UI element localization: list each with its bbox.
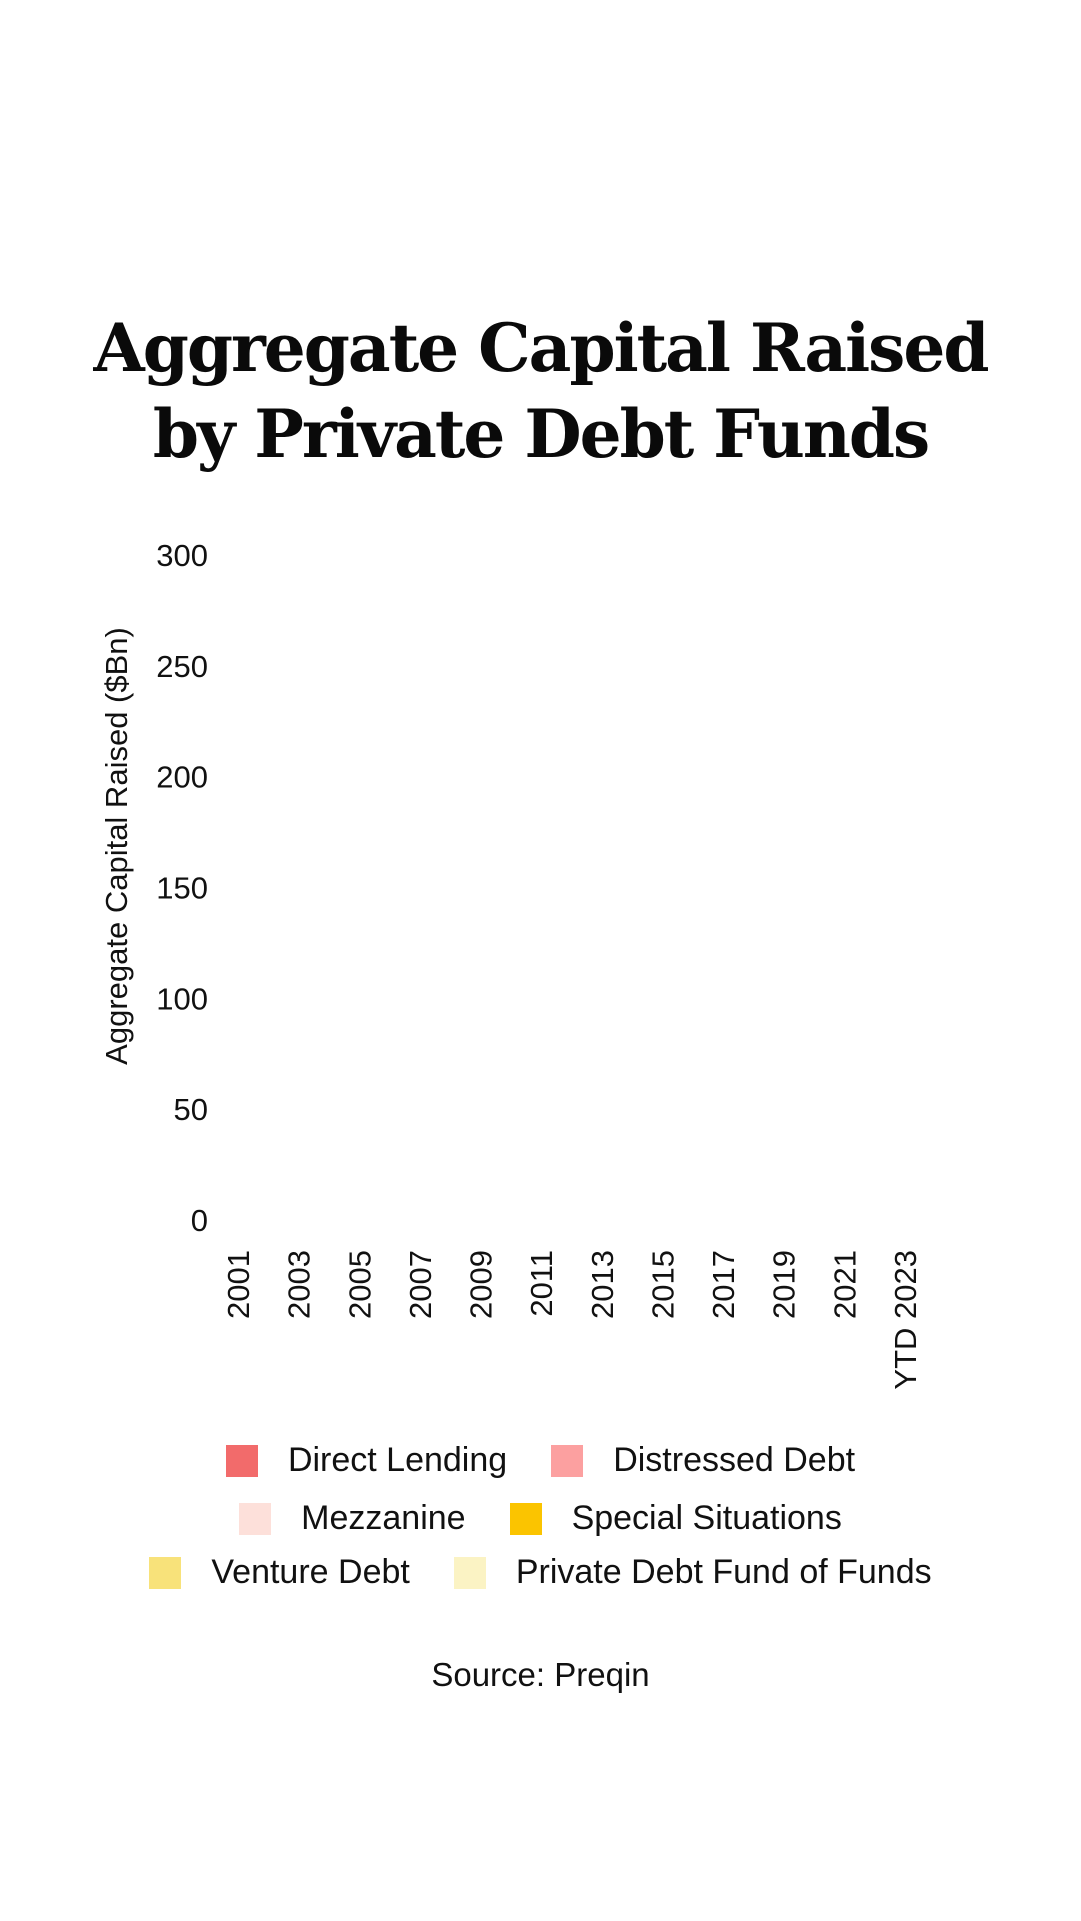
y-tick-label: 200: [156, 759, 208, 795]
x-tick-label: 2017: [706, 1250, 742, 1319]
legend-label: Distressed Debt: [613, 1441, 856, 1479]
legend-swatch-venture-debt: [149, 1557, 181, 1589]
y-tick-label: 50: [173, 1092, 208, 1128]
y-axis: [156, 538, 208, 1238]
legend-item-mezzanine[interactable]: [239, 1499, 465, 1538]
legend-label: Special Situations: [571, 1499, 842, 1537]
x-tick-label: 2003: [281, 1250, 317, 1319]
chart-title-line-1: Aggregate Capital Raised: [93, 309, 988, 387]
legend-row-1: [0, 1441, 1081, 1480]
legend-item-private-debt-fund-of-funds[interactable]: [454, 1553, 932, 1592]
x-tick-label: YTD 2023: [888, 1250, 923, 1390]
x-tick-label: 2021: [827, 1250, 863, 1319]
legend-swatch-special-situations: [510, 1503, 542, 1535]
x-tick-label: 2007: [402, 1250, 438, 1319]
legend-swatch-mezzanine: [239, 1503, 271, 1535]
x-tick-label: 2009: [463, 1250, 499, 1319]
legend-item-direct-lending[interactable]: [226, 1441, 507, 1480]
legend-item-venture-debt[interactable]: [149, 1553, 409, 1592]
legend-label: Direct Lending: [287, 1441, 508, 1479]
legend-item-special-situations[interactable]: [510, 1499, 842, 1538]
chart-title-line-2: by Private Debt Funds: [152, 395, 929, 473]
y-tick-label: 300: [156, 538, 208, 573]
y-tick-label: 250: [156, 648, 208, 684]
x-tick-label: 2005: [342, 1250, 378, 1319]
legend-item-distressed-debt[interactable]: [551, 1441, 855, 1480]
x-tick-label: 2013: [584, 1250, 620, 1319]
x-tick-label: 2001: [221, 1250, 256, 1319]
x-tick-label: 2019: [766, 1250, 802, 1319]
x-axis: [221, 1250, 923, 1390]
legend-label: Private Debt Fund of Funds: [515, 1553, 932, 1591]
legend-swatch-direct-lending: [226, 1445, 258, 1477]
legend-row-3: [0, 1553, 1081, 1592]
legend-swatch-distressed-debt: [551, 1445, 583, 1477]
y-tick-label: 100: [156, 981, 208, 1017]
legend-swatch-private-debt-fund-of-funds: [454, 1557, 486, 1589]
x-tick-label: 2015: [645, 1250, 681, 1319]
source-note: Source: Preqin: [431, 1656, 650, 1693]
x-tick-label: 2011: [524, 1250, 560, 1317]
legend-row-2: [0, 1499, 1081, 1538]
y-tick-label: 150: [156, 870, 208, 906]
legend-label: Mezzanine: [301, 1499, 466, 1537]
y-tick-label: 0: [190, 1203, 208, 1238]
y-axis-label: Aggregate Capital Raised ($Bn): [99, 627, 134, 1065]
legend-label: Venture Debt: [211, 1553, 410, 1591]
